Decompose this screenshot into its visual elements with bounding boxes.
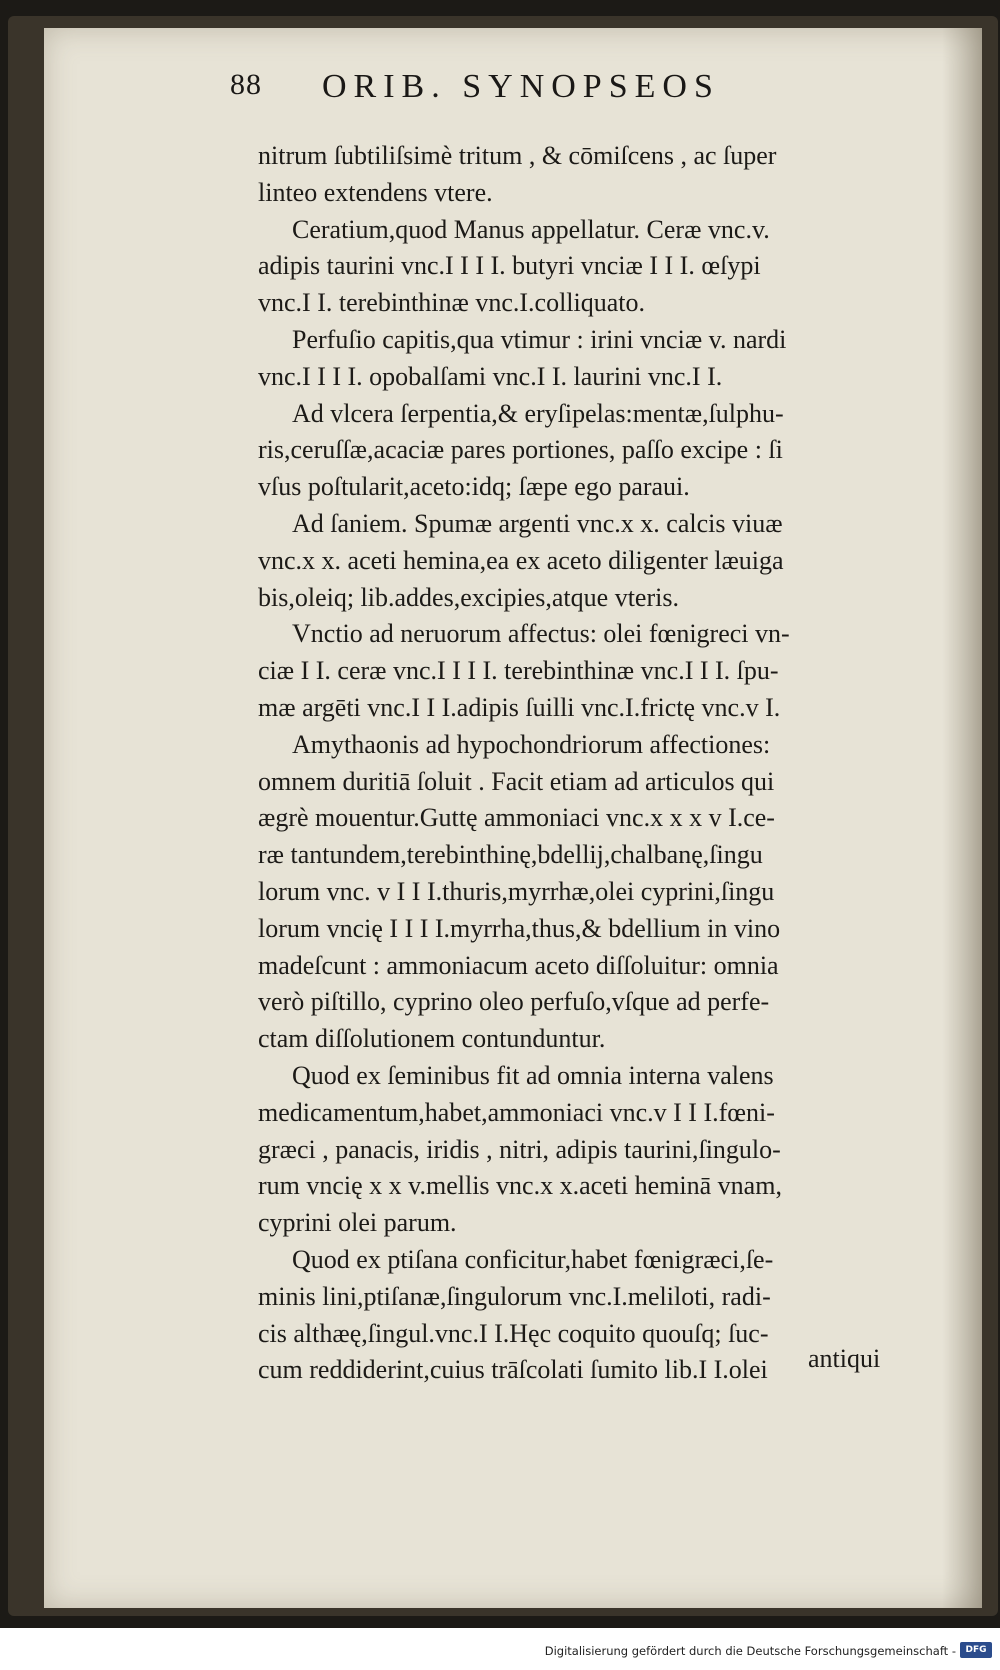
funding-credit: Digitalisierung gefördert durch die Deutsche Forschungsgemeinschaft -: [544, 1644, 956, 1658]
text-line: Ad ſaniem. Spumæ argenti vnc.x x. calcis viuæ: [292, 508, 783, 538]
text-line: vnc.I I. terebinthinæ vnc.I.colliquato.: [258, 288, 646, 318]
text-line: rum vncię x x v.mellis vnc.x x.aceti heminā vnam,: [258, 1171, 782, 1201]
text-line: lorum vnc. v I I I.thuris,myrrhæ,olei cyprini,ſingu: [258, 876, 775, 906]
page-number: 88: [230, 68, 262, 101]
text-line: Perfuſio capitis,qua vtimur : irini vnciæ v. nardi: [292, 324, 787, 354]
text-line: ægrè mouentur.Guttę ammoniaci vnc.x x x v I.ce-: [258, 803, 775, 833]
text-line: ciæ I I. ceræ vnc.I I I I. terebinthinæ vnc.I I I. ſpu-: [258, 656, 779, 686]
text-line: minis lini,ptiſanæ,ſingulorum vnc.I.meliloti, radi-: [258, 1281, 771, 1311]
text-line: lorum vncię I I I I.myrrha,thus,& bdellium in vino: [258, 913, 781, 943]
dfg-logo: DFG: [960, 1642, 992, 1658]
text-line: medicamentum,habet,ammoniaci vnc.v I I I.fœni-: [258, 1097, 775, 1127]
text-line: linteo extendens vtere.: [258, 177, 493, 207]
text-line: adipis taurini vnc.I I I I. butyri vnciæ I I I. œſypi: [258, 251, 761, 281]
text-line: vſus poſtularit,aceto:idq; ſæpe ego paraui.: [258, 472, 690, 502]
text-line: madeſcunt : ammoniacum aceto diſſoluitur: omnia: [258, 950, 779, 980]
text-line: omnem duritiā ſoluit . Facit etiam ad articulos qui: [258, 766, 775, 796]
text-line: Ceratium,quod Manus appellatur. Ceræ vnc.v.: [292, 214, 770, 244]
catchword: antiqui: [808, 1344, 881, 1373]
text-line: Quod ex ptiſana conficitur,habet fœnigræci,ſe-: [292, 1244, 774, 1274]
text-line: cum reddiderint,cuius trāſcolati ſumito lib.I I.olei: [258, 1355, 768, 1385]
text-line: ctam diſſolutionem contunduntur.: [258, 1024, 606, 1054]
text-line: Vnctio ad neruorum affectus: olei fœnigreci vn-: [292, 619, 790, 649]
footer-bar: [0, 1628, 1000, 1670]
text-line: Quod ex ſeminibus fit ad omnia interna valens: [292, 1060, 774, 1090]
text-line: vnc.I I I I. opobalſami vnc.I I. laurini vnc.I I.: [258, 361, 723, 391]
text-line: ris,ceruſſæ,acaciæ pares portiones, paſſo excipe : ſi: [258, 435, 783, 465]
text-line: vnc.x x. aceti hemina,ea ex aceto diligenter læuiga: [258, 545, 784, 575]
text-line: verò piſtillo, cyprino oleo perfuſo,vſque ad perfe-: [258, 987, 770, 1017]
text-line: nitrum ſubtiliſsimè tritum , & cōmiſcens , ac ſuper: [258, 141, 777, 170]
text-line: ræ tantundem,terebinthinę,bdellij,chalbanę,ſingu: [258, 840, 763, 870]
text-line: græci , panacis, iridis , nitri, adipis taurini,ſingulo-: [258, 1134, 781, 1164]
text-line: Amythaonis ad hypochondriorum affectiones:: [292, 729, 771, 759]
text-line: cyprini olei parum.: [258, 1208, 457, 1238]
text-line: cis althæę,ſingul.vnc.I I.Hęc coquito quouſq; ſuc-: [258, 1318, 769, 1348]
text-line: Ad vlcera ſerpentia,& eryſipelas:mentæ,ſulphu-: [292, 398, 784, 428]
running-head: ORIB. SYNOPSEOS: [322, 68, 720, 105]
page-gutter-shadow: [942, 28, 982, 1608]
text-line: bis,oleiq; lib.addes,excipies,atque vteris.: [258, 582, 679, 612]
body-text: [258, 138, 908, 1389]
text-line: mæ argēti vnc.I I I.adipis ſuilli vnc.I.frictę vnc.v I.: [258, 692, 781, 722]
